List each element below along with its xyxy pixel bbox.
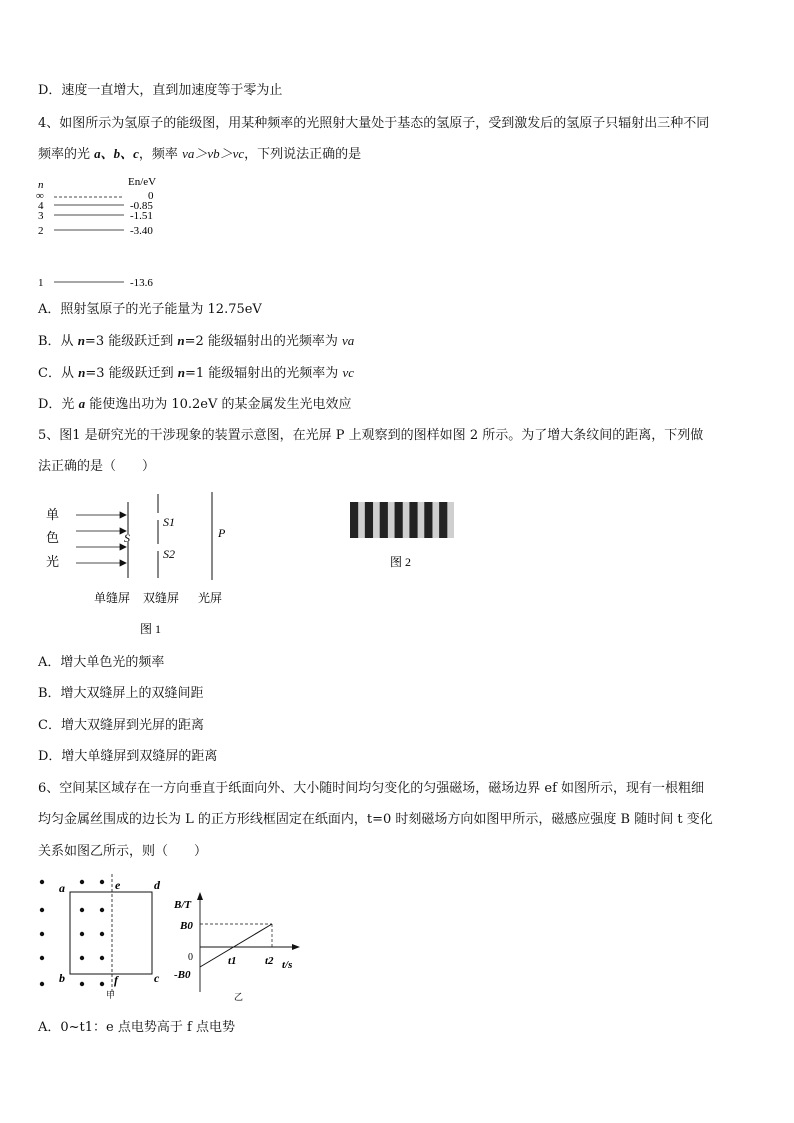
light-char-2: 色 — [46, 530, 60, 545]
field-dot — [40, 956, 44, 960]
q4-option-c-n1: n — [78, 365, 86, 380]
dark-fringe — [365, 502, 373, 538]
t2-label: t2 — [265, 955, 274, 967]
field-dot — [100, 932, 104, 936]
point-e: e — [115, 878, 121, 892]
b0-label: B0 — [180, 920, 193, 932]
fringe-pattern — [350, 502, 454, 538]
field-dot — [80, 880, 84, 884]
q5-option-d: D．增大单缝屏到双缝屏的距离 — [38, 749, 218, 764]
t-axis-label: t/s — [282, 959, 293, 971]
b-axis-label: B/T — [174, 899, 192, 911]
field-dot — [80, 932, 84, 936]
figure-yi-caption: 乙 — [234, 992, 244, 1002]
q4-option-c-text1: C．从 — [38, 366, 79, 381]
corner-a: a — [59, 881, 65, 895]
light-char-1: 单 — [46, 507, 60, 522]
corner-b: b — [59, 971, 65, 985]
q5-stem-line2: 法正确的是（ ） — [38, 459, 156, 474]
field-dot — [80, 982, 84, 986]
q6-stem-line3: 关系如图乙所示，则（ ） — [38, 844, 208, 859]
q4-stem-text-a: 频率的光 — [38, 147, 95, 162]
q4-option-c-n2: n — [177, 365, 185, 380]
q4-stem-line1: 4、如图所示为氢原子的能级图，用某种频率的光照射大量处于基态的氢原子，受到激发后的氢原子只辐射出三种不同 — [38, 116, 710, 131]
level-n-3: 3 — [38, 210, 44, 222]
dark-fringe — [395, 502, 403, 538]
level-e-inf: 0 — [148, 190, 154, 202]
b-axis-arrow — [197, 892, 203, 900]
q5-option-c: C．增大双缝屏到光屏的距离 — [38, 718, 204, 733]
field-dots — [40, 880, 104, 986]
field-dot — [100, 956, 104, 960]
dark-fringe — [380, 502, 388, 538]
q4-light-letters: a、b、c — [94, 146, 139, 161]
field-dot — [40, 982, 44, 986]
neg-b0-label: -B0 — [174, 969, 191, 981]
t1-label: t1 — [228, 955, 237, 967]
level-e-1: -13.6 — [130, 277, 153, 289]
q4-option-c-text2: =3 能级跃迁到 — [85, 366, 178, 381]
energy-axis-label: En/eV — [128, 176, 157, 188]
q6-stem-line2: 均匀金属丝围成的边长为 L 的正方形线框固定在纸面内，t=0 时刻磁场方向如图甲所示，磁感应强度 B 随时间 t 变化 — [38, 812, 713, 827]
q5-stem-line1: 5、图1 是研究光的干涉现象的装置示意图，在光屏 P 上观察到的图样如图 2 所示。为了增大条纹间的距离，下列做 — [38, 428, 704, 443]
figure-1-caption: 图 1 — [140, 622, 162, 636]
level-e-2: -3.40 — [130, 225, 153, 237]
origin-label: 0 — [188, 952, 193, 963]
light-ray-1-arrow — [120, 512, 126, 518]
level-n-1: 1 — [38, 277, 44, 289]
label-single-slit-screen: 单缝屏 — [94, 591, 131, 605]
magnetic-field-loop-figure — [30, 872, 170, 1002]
q4-frequency-relation: νa＞νb＞νc — [182, 146, 245, 161]
dark-fringe — [409, 502, 417, 538]
level-e-4: -0.85 — [130, 200, 153, 212]
field-dot — [40, 932, 44, 936]
dark-fringe — [424, 502, 432, 538]
q4-option-a: A．照射氢原子的光子能量为 12.75eV — [38, 302, 262, 317]
field-dot — [80, 908, 84, 912]
dark-fringe — [439, 502, 447, 538]
q5-option-a: A．增大单色光的频率 — [38, 655, 165, 670]
q4-option-b — [38, 332, 354, 351]
field-dot — [100, 880, 104, 884]
corner-c: c — [154, 971, 160, 985]
q6-stem-line1: 6、空间某区域存在一方向垂直于纸面向外、大小随时间均匀变化的匀强磁场，磁场边界 ef 如图所示，现有一根粗细 — [38, 781, 705, 796]
n-axis-label: n — [38, 179, 44, 191]
q4-option-b-n2: n — [177, 333, 185, 348]
q4-option-d-a: a — [78, 396, 86, 411]
q4-option-d-text2: 能使逸出功为 10.2eV 的某金属发生光电效应 — [85, 397, 352, 412]
t-axis-arrow — [292, 944, 300, 950]
q6-option-a: A．0~t1：e 点电势高于 f 点电势 — [38, 1020, 235, 1035]
slit-s1-label: S1 — [163, 515, 175, 529]
field-dot — [80, 956, 84, 960]
q4-stem-text-c: ，下列说法正确的是 — [244, 147, 362, 162]
level-n-4: 4 — [38, 200, 44, 212]
field-dot — [100, 982, 104, 986]
q4-option-c-text3: =1 能级辐射出的光频率为 — [185, 366, 343, 381]
slit-s2-label: S2 — [163, 547, 175, 561]
field-dot — [40, 880, 44, 884]
q4-option-c-freq: νc — [342, 365, 354, 380]
screen-p-label: P — [218, 526, 226, 540]
point-f: f — [114, 973, 118, 987]
q5-option-b: B．增大双缝屏上的双缝间距 — [38, 686, 204, 701]
q4-stem-text-b: ，频率 — [138, 147, 183, 162]
field-dot — [40, 908, 44, 912]
light-char-3: 光 — [46, 554, 60, 569]
b-t-graph-figure — [170, 890, 310, 1005]
q4-option-b-n1: n — [77, 333, 85, 348]
corner-d: d — [154, 878, 160, 892]
dark-fringe — [350, 502, 358, 538]
level-n-2: 2 — [38, 225, 44, 237]
q4-option-d — [38, 395, 352, 414]
light-ray-4-arrow — [120, 560, 126, 566]
energy-level-diagram — [30, 172, 210, 292]
q4-option-b-text2: =3 能级跃迁到 — [84, 334, 178, 349]
label-double-slit-screen: 双缝屏 — [143, 591, 180, 605]
level-n-inf: ∞ — [36, 190, 44, 202]
q4-option-b-text3: =2 能级辐射出的光频率为 — [184, 334, 343, 349]
q4-stem-line2 — [38, 145, 361, 164]
figure-2-caption: 图 2 — [390, 555, 412, 569]
level-e-3: -1.51 — [130, 210, 153, 222]
figure-jia-caption: 甲 — [106, 990, 116, 1000]
q4-option-b-freq: νa — [342, 333, 355, 348]
double-slit-apparatus-figure — [40, 488, 250, 640]
q4-option-d-text1: D．光 — [38, 397, 79, 412]
label-light-screen: 光屏 — [198, 591, 223, 605]
q3-option-d: D．速度一直增大，直到加速度等于零为止 — [38, 83, 283, 98]
q4-option-c — [38, 364, 354, 383]
slit-s-label: S — [124, 531, 130, 545]
field-dot — [100, 908, 104, 912]
interference-fringe-figure — [348, 500, 458, 572]
q4-option-b-text1: B．从 — [38, 334, 78, 349]
